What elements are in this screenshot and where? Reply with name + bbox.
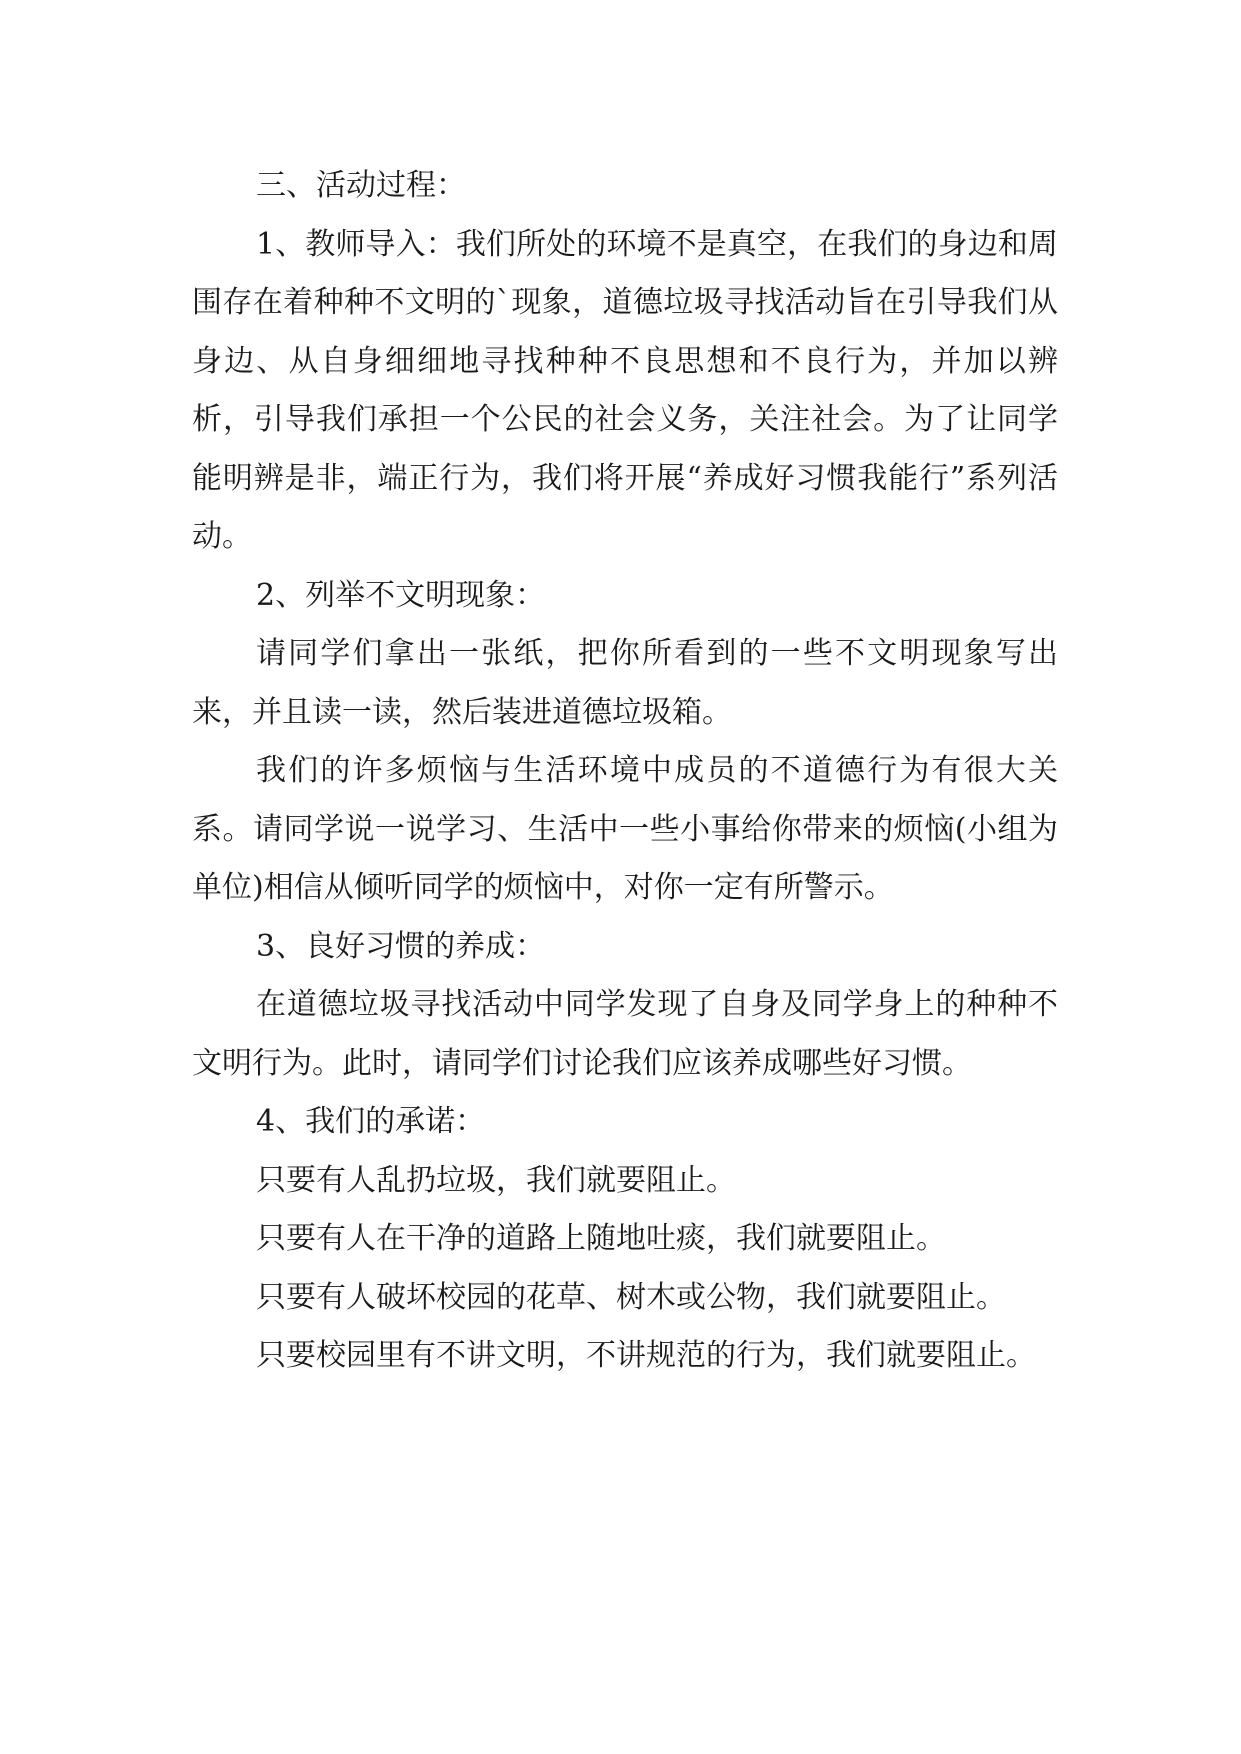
- promise-line: 只要有人乱扔垃圾，我们就要阻止。: [256, 1162, 736, 1198]
- step-2-paragraph-2: 我们的许多烦恼与生活环境中成员的不道德行为有很大关系。请同学说一说学习、生活中一些小事给你带来的烦恼(小组为单位)相信从倾听同学的烦恼中，对你一定有所警示。: [192, 753, 1058, 905]
- step-3-paragraph: 在道德垃圾寻找活动中同学发现了自身及同学身上的种种不文明行为。此时，请同学们讨论我们应该养成哪些好习惯。: [192, 987, 1058, 1081]
- step-4-heading: 4、我们的承诺：: [256, 1104, 486, 1139]
- promise-line: 只要有人破坏校园的花草、树木或公物，我们就要阻止。: [256, 1279, 1006, 1315]
- heading-activity-process: 三、活动过程：: [256, 168, 466, 203]
- promise-line: 只要校园里有不讲文明，不讲规范的行为，我们就要阻止。: [256, 1338, 1036, 1373]
- step-2-paragraph-1: 请同学们拿出一张纸，把你所看到的一些不文明现象写出来，并且读一读，然后装进道德垃圾箱。: [192, 636, 1058, 730]
- step-2-heading: 2、列举不文明现象：: [256, 577, 546, 613]
- promise-line: 只要有人在干净的道路上随地吐痰，我们就要阻止。: [256, 1221, 946, 1256]
- step-3-heading: 3、良好习惯的养成：: [256, 928, 546, 964]
- step-1-paragraph: 1、教师导入：我们所处的环境不是真空，在我们的身边和周围存在着种种不文明的`现象，道德垃圾寻找活动旨在引导我们从身边、从自身细细地寻找种种不良思想和不良行为，并加以辨析，引导我们承担一个公民的社会义务，关注社会。为了让同学能明辨是非，端正行为，我们将开展“养成好习惯我能行”系列活动。: [192, 226, 1058, 554]
- document-body: [192, 157, 1058, 1386]
